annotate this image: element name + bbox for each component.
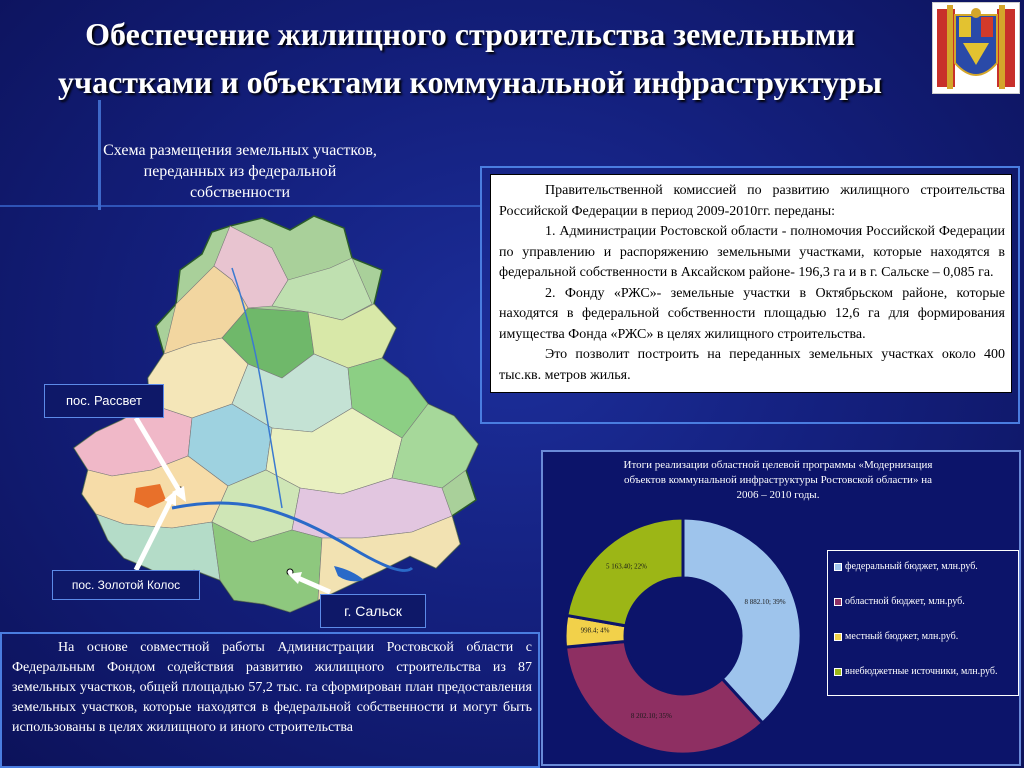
legend-label-3: внебюджетные источники, млн.руб. bbox=[845, 666, 998, 677]
map-caption bbox=[60, 140, 420, 203]
legend-swatch-0 bbox=[834, 563, 842, 571]
legend-label-1: областной бюджет, млн.руб. bbox=[845, 596, 965, 607]
legend-label-2: местный бюджет, млн.руб. bbox=[845, 631, 959, 642]
coat-of-arms-icon bbox=[932, 2, 1020, 94]
legend-item-2 bbox=[834, 631, 958, 642]
land-plots-info bbox=[0, 632, 540, 768]
commission-info-text bbox=[490, 174, 1012, 393]
page-title-line1: Обеспечение жилищного строительства земельными bbox=[85, 16, 855, 52]
legend-item-0 bbox=[834, 561, 978, 572]
label-salsk: г. Сальск bbox=[320, 594, 426, 628]
label-rassvet: пос. Рассвет bbox=[44, 384, 164, 418]
commission-paragraph-3: 2. Фонду «РЖС»- земельные участки в Октябрьском районе, которые находятся в федеральной собственности площадью 12,6 га для формирования имущества Фонда «РЖС» в целях жилищного строительства. bbox=[499, 285, 1005, 342]
legend-swatch-2 bbox=[834, 633, 842, 641]
legend-item-3 bbox=[834, 666, 997, 677]
donut-slice-label-1: 8 202.10; 35% bbox=[630, 712, 672, 721]
donut-slice-1 bbox=[566, 641, 763, 754]
page-title bbox=[0, 10, 940, 106]
donut-slice-label-0: 8 882.10; 39% bbox=[744, 598, 786, 607]
decor-horizontal-line bbox=[0, 205, 480, 207]
chart-title-line1: Итоги реализации областной целевой программы «Модернизация bbox=[623, 459, 933, 471]
legend-swatch-3 bbox=[834, 668, 842, 676]
label-zolotoy-kolos: пос. Золотой Колос bbox=[52, 570, 200, 600]
donut-slice-3 bbox=[567, 518, 683, 626]
legend-label-0: федеральный бюджет, млн.руб. bbox=[845, 561, 978, 572]
chart-title-line3: 2006 – 2010 годы. bbox=[736, 489, 820, 501]
page-title-line2: участками и объектами коммунальной инфраструктуры bbox=[58, 64, 882, 100]
map-caption-line3: собственности bbox=[189, 184, 291, 201]
donut-slice-label-2: 998.4; 4% bbox=[580, 626, 610, 635]
land-plots-paragraph: На основе совместной работы Администрации Ростовской области с Федеральным Фондом содействия развитию жилищного строительства из 87 земельных участков, общей площадью 57,2 тыс. га сформирован план предоставления земельных участков, которые находятся в федеральной собственности и могут быть использованы в целях жилищного и иного строительства bbox=[12, 640, 532, 735]
donut-slice-label-3: 5 163.40; 22% bbox=[605, 562, 647, 571]
commission-info-box bbox=[480, 166, 1020, 424]
legend-item-1 bbox=[834, 596, 965, 607]
chart-title bbox=[583, 458, 973, 503]
commission-paragraph-4: Это позволит построить на переданных земельных участках около 400 тыс.кв. метров жилья. bbox=[499, 347, 1005, 383]
legend-swatch-1 bbox=[834, 598, 842, 606]
funding-chart-panel bbox=[541, 450, 1021, 766]
commission-paragraph-2: 1. Администрации Ростовской области - полномочия Российской Федерации по управлению и распоряжению земельными участками, которые находятся в федеральной собственности в Аксайском районе- 196,3 га и в г. Сальске – 0,085 га. bbox=[499, 224, 1005, 280]
commission-paragraph-1: Правительственной комиссией по развитию жилищного строительства Российской Федерации в период 2009-2010гг. переданы: bbox=[499, 183, 1005, 219]
donut-chart bbox=[543, 506, 823, 766]
chart-legend bbox=[827, 550, 1019, 696]
map-caption-line2: переданных из федеральной bbox=[143, 163, 337, 180]
chart-title-line2: объектов коммунальной инфраструктуры Ростовской области» на bbox=[624, 474, 932, 486]
map-caption-line1: Схема размещения земельных участков, bbox=[103, 142, 377, 159]
